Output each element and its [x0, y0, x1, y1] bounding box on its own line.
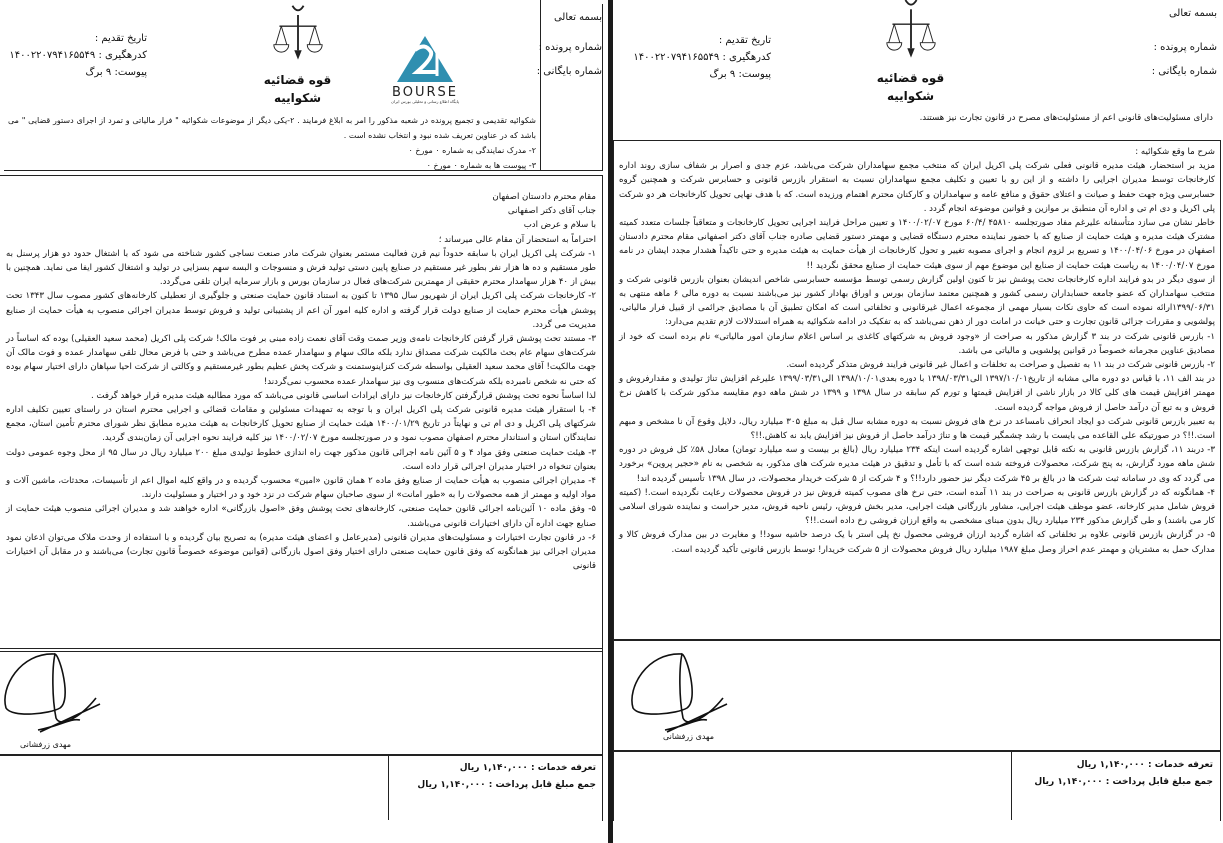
bourse-triangle-icon — [397, 36, 453, 82]
section-title: شرح ما وقع شکوائیه : — [1135, 147, 1215, 157]
bourse-logo — [375, 36, 475, 104]
judiciary-emblem-block — [863, 0, 958, 103]
archive-number-label: شماره بایگانی : — [536, 66, 602, 77]
fee-block — [417, 760, 596, 794]
paragraph: به تعبیر بازرس قانونی شرکت دو ایجاد انحراف نامساعد در نرخ های فروش نسبت به دوره مشابه سال قبل به مبلغ ۳۰۵ میلیارد ریال، دلایل وقوع آن نا مشخص و مبهم است.!!؟ در صورتیکه علی القاعده می بایست با رشد چشمگیر قیمت ها و تناژ درآمد حاصل از فروش نیز افزایش یابد نه کاهش.!!؟ — [619, 416, 1215, 442]
paragraph: ۳- مستند تحت پوشش قرار گرفتن کارخانجات نامه‌ی وزیر صمت وقت آقای نعمت زاده مبنی بر فوت مالک! شرکت پلی اکریل (محمد سعید العقیلی) بوده که اساساً در شرکت‌های سهام عام بحث مالکیت شرکت مصداق ندارد بلکه مالک سهام و سهامدار عمده مطرح می‌باشد و حتی با فرض محال تلقی سهامدار عمده و فوت مالک آن جهت مالکیت! آقای محمد سعید العقیلی بواسطه شرکت کنزاینوستمنت و شرکت پخش عظیم بطور غیرمستقیم و وکالتی از شرکت احیا سپاهان دارای اختیار سهام بوده که حتی نه شخص نامبرده بلکه شرکت‌های منسوب وی نیز سهامدار عمده محسوب نمی‌گردند! — [6, 334, 596, 387]
greeting: با سلام و عرض ادب — [523, 220, 596, 231]
signature-icon — [627, 648, 737, 738]
submission-info — [621, 32, 771, 83]
fee-divider — [388, 754, 389, 820]
paragraph: مزید بر استحضار، هیئت مدیره قانونی فعلی شرکت پلی اکریل ایران که منتخب مجمع سهامداران شرکت می‌باشد، عزم جدی و اصرار بر شفاف سازی روند اداره کارخانجات توسط مدیران اجرایی را داشته و از این رو با تعیین و تکلیف مجمع سهامداران نسبت به استقرار بازرس قانونی و حسابرس شرکت و همچنین گروه حسابرسی ویژه جهت حفظ و صیانت و اعتلای حقوق و منافع عامه و سهامداران و کارکنان محترم اهتمام ورزیده است. که با هدف نهایی تحویل کارخانجات هر دو شرکت پلی اکریل و دی ام تی و اداره آن منطبق بر موازین و قوانین موضوعه انجام گردد . — [619, 161, 1215, 214]
paragraph: ۲- کارخانجات شرکت پلی اکریل ایران از شهریور سال ۱۳۹۵ تا کنون به استناد قانون حمایت صنعتی و جلوگیری از تعطیلی کارخانه‌های کشور مصوب سال ۱۳۴۳ تحت پوشش هیأت محترم حمایت از صنایع دولت قرار گرفته و اداره کلیه امور آن اعم از پشتیبانی تولید و فروش توسط مدیران اجرائی منصوب به هیأت حمایت از صنایع مدیریت می گردد. — [6, 291, 596, 330]
paragraph: ۴- همانگونه که در گزارش بازرس قانونی به صراحت در بند ۱۱ آمده است، حتی نرخ های مصوب کمیته فروش نیز در فروش محصولات رعایت نگردیده است.! (کمیته فروش شامل مدیر کارخانه، عضو موظف هیئت اجرایی، مشاور بازرگانی هیئت اجرایی، مدیر بخش فروش، رئیس ناحیه فروش، مدیر حراست و نماینده شورای اسلامی کار می باشند) و طی گزارش مذکور ۲۳۴ میلیارد ریال بدون مبنای مشخصی به واقع ارزان فروشی رخ داده است.!!؟ — [619, 487, 1215, 527]
complaint-title: شکواییه — [886, 89, 935, 103]
paragraph: ۴- با استقرار هیئت مدیره قانونی شرکت پلی اکریل ایران و با توجه به تمهیدات مسئولین و مقامات قضائی و اجرایی محترم استان در راستای تعیین تکلیف اداره شرکتهای پلی اکریل و دی ام تی و نهایتاً در تاریخ ۱۴۰۰/۰۱/۲۹ هیئت حمایت از صنایع تحویل کارخانجات به هیئت مدیره مطابق نظر شورای محترم تأمین استان، مجمع نمایندگان استان و استاندار محترم اصفهان مصوب نمود و در صورتجلسه مورخ ۱۴۰۰/۰۲/۰۷ نیز کلیه فرایند نحوه اجرایی آن زمان‌بندی گردید. — [6, 405, 596, 444]
total-payable: جمع مبلغ قابل پرداخت : ۱,۱۴۰,۰۰۰ ریال — [1034, 777, 1213, 787]
paragraph: ۳- هیئت حمایت صنعتی وفق مواد ۴ و ۵ آئین نامه اجرائی قانون مذکور جهت راه اندازی خطوط تولیدی مبلغ ۲۰۰ میلیارد ریال در سال ۹۵ از محل وجوه عمومی دولت بعنوان تنخواه در اختیار مدیران اجرائی قرار داده است. — [6, 447, 596, 472]
bourse-subtitle: پایگاه اطلاع رسانی و تحلیلی بورس ایران — [391, 99, 459, 104]
paragraph: در بند الف ۱۱، با قیاس دو دوره مالی مشابه از تاریخ۱۳۹۷/۱۰/۰۱ الی۱۳۹۸/۰۳/۳۱ با دوره بعدی۱۳۹۸/۱۰/۰۱ الی۱۳۹۹/۰۳/۳۱ علیرغم افزایش تناژ تولیدی و مقدارفروش و مهمتر افزایش قیمت های کلی کالا در بازار ناشی از افزایش قیمتها و تورم کم سابقه در سال ۱۳۹۸ و ۱۳۹۹ در شش ماهه دوم مقایسه مذکور شرکت با کاهش نرخ فروش و به تبع آن درآمد حاصل از فروش مواجه گردیده است. — [619, 374, 1216, 413]
tracking-code: کدرهگیری : ۱۴۰۰۲۲۰۷۹۴۱۶۵۵۴۹ — [633, 52, 771, 63]
service-fee: تعرفه خدمات : ۱,۱۴۰,۰۰۰ ریال — [459, 763, 596, 773]
in-name-of-god: بسمه تعالی — [553, 12, 602, 23]
signer-name: مهدی زرفشانی — [20, 740, 71, 749]
service-fee: تعرفه خدمات : ۱,۱۴۰,۰۰۰ ریال — [1076, 760, 1213, 770]
in-name-of-god: بسمه تعالی — [1168, 8, 1217, 19]
submission-date-label: تاریخ تقدیم : — [718, 35, 771, 46]
header-note: ۳- پیوست ها به شماره ۰ مورخ ۰ — [426, 161, 536, 170]
addressee-name: جناب آقای دکتر اصفهانی — [507, 206, 596, 217]
case-number-label: شماره پرونده : — [1153, 42, 1217, 53]
paragraph: از سوی دیگر در بدو فرایند اداره کارخانجات تحت پوشش نیز تا کنون اولین گزارش رسمی توسط مؤسسه حسابرسی شاخص اندیشان بعنوان بازرس قانونی شرکت و منتخب سهامداران که عضو جامعه حسابداران رسمی کشور و همچنین معتمد سازمان بورس و اوراق بهادار کشور نیز می‌باشند نسبت به دوره مالی ۶ ماهه منتهی به ۱۳۹۹/۰۶/۳۱ارائه نموده است که حاوی نکات بسیار مهمی از مجموعه اعمال غیرقانونی و تخلفاتی است که امکان تطبیق آن با مصادیق جرائمی از قبیل فرار مالیاتی، پولشویی و مقررات جزائی قانون تجارت و حتی خیانت در امانت دور از ذهن نمی‌باشد که به تفکیک در ادامه شکوائیه به همراه استدلالات لازم تقدیم می‌دارد: — [619, 274, 1215, 328]
complaint-title: شکواییه — [273, 91, 322, 105]
attachment-count: پیوست: ۹ برگ — [85, 67, 147, 78]
signature-icon — [0, 648, 110, 738]
paragraph: ۲- بازرس قانونی شرکت در بند ۱۱ به تفصیل و صراحت به تخلفات و اعمال غیر قانونی فرایند فروش متذکر گردیده است. — [786, 360, 1215, 371]
paragraph: ۱- بازرس قانونی شرکت در بند ۳ گزارش مذکور به صراحت از «وجود فروش به شرکتهای کاغذی بر اساس اعلام سازمان امور مالیاتی» نام برده است که خود از مصادیق عناوین مجرمانه خصوصاً در قوانین پولشویی و مالیاتی می باشد. — [619, 331, 1215, 356]
submission-date-label: تاریخ تقدیم : — [94, 33, 147, 44]
submission-info — [2, 30, 147, 81]
paragraph: ۴- مدیران اجرائی منصوب به هیأت حمایت از صنایع وفق ماده ۲ همان قانون «امین» محسوب گردیده و در واقع کلیه اموال اعم از تأسیسات، محدثات، ماشین آلات و مواد اولیه و مهمتر از همه محصولات را به «طور امانت» از سوی صاحبان سهام شرکت در نزد خود و در اختیار و مسئولیت دارند. — [6, 476, 596, 501]
judiciary-title: قوه قضائیه — [263, 73, 332, 87]
scales-of-justice-icon — [881, 0, 941, 65]
signer-name: مهدی زرفشانی — [663, 732, 714, 741]
paragraph: ۶- در قانون تجارت اختیارات و مسئولیت‌های مدیران قانونی (مدیرعامل و اعضای هیئت مدیره) به تصریح بیان گردیده و با استفاده از وحدت ملاک می‌توان اذعان نمود مدیران اجرائی نیز همانگونه که وفق قانون حمایت صنعتی دارای اختیار وفق اصول بازرگانی (قوانین موضوعه خصوصاً قانون تجارت) می‌باشند و در مقابل آن اختیارات قانونی — [6, 532, 596, 572]
case-number-label: شماره پرونده : — [538, 42, 602, 53]
paragraph: خاطر نشان می سازد متأسفانه علیرغم مفاد صورتجلسه ۴۵۸۱۰ /۶۰/۴ مورخ ۱۴۰۰/۰۲/۰۷ و تعیین مراحل فرایند اجرایی تحویل کارخانجات و متعاقباً جلسات متعدد کمیته مشترک هیئت مدیره و هیئت حمایت از صنایع که با حضور نماینده محترم دستگاه قضایی و مهمتر دستور قضایی صادره جناب آقای دکتر اصفهانی مقام محترم دادستان اصفهان در مورخ ۱۴۰۰/۰۴/۰۶ و تسریع بر لزوم انجام و اجرای مصوبه تغییر و تحول کارخانجات از هیأت حمایت به هیئت مدیره و حتی تاکیداً هشدار مجدد ایشان در نامه مورخ ۱۴۰۰/۰۴/۰۷ به ریاست هیئت حمایت از صنایع این موضوع مهم از سوی هیئت حمایت از صنایع محقق نگردید !! — [619, 218, 1215, 271]
attachment-count: پیوست: ۹ برگ — [709, 69, 771, 80]
total-payable: جمع مبلغ قابل پرداخت : ۱,۱۴۰,۰۰۰ ریال — [417, 780, 596, 790]
header-note: شکوائیه تقدیمی و تجمیع پرونده در شعبه مذکور را امر به ابلاغ فرمایند . ۲-یکی دیگر از موضوعات شکوائیه " فرار مالیاتی و تمرد از اجرای دستور قضایی " می باشد که در عناوین تعریف شده نبود و انتخاب نشده است . — [8, 116, 537, 140]
paragraph: ۱- شرکت پلی اکریل ایران با سابقه حدوداً نیم قرن فعالیت مستمر بعنوان شرکت مادر صنعت نساجی کشور شناخته می شود که با اشتغال حدود دو هزار پرسنل به طور مستقیم و ده ها هزار نفر بطور غیر مستقیم در صنایع پایین دستی تولید فرش و منسوجات و البسه سهم بسزایی در تولید و اشتغال کشور ایفا می نماید. همچنین با بیش از ۴۰ هزار سهامدار محترم حقیقی از مهمترین شرکت‌های فعال در سازمان بورس و بازار سرمایه ایران تلقی می‌گردد. — [6, 248, 596, 288]
fee-divider — [1011, 750, 1012, 820]
tracking-code: کدرهگیری : ۱۴۰۰۲۲۰۷۹۴۱۶۵۵۴۹ — [9, 50, 147, 61]
intro-line: دارای مسئولیت‌های قانونی اعم از مسئولیت‌های مصرح در قانون تجارت نیز هستند. — [919, 113, 1213, 123]
paragraph: ۵- وفق ماده ۱۰ آئین‌نامه اجرائی قانون حمایت صنعتی، کارخانه‌های تحت پوشش وفق «اصول بازرگانی» اداره خواهند شد و مدیران اجرائی منصوب هیئت حمایت از صنایع جهت اداره آن دارای اختیارات قانونی می‌باشند. — [6, 504, 596, 529]
letter-body — [6, 190, 596, 573]
complaint-page-1 — [613, 0, 1223, 843]
header-notes — [8, 113, 536, 173]
paragraph: لذا اساساً نحوه تحت پوشش قرارگرفتن کارخانجات نیز دارای ایرادات اساسی قانونی می‌باشد که مورد مطالبه هیئت مدیره قرار خواهد گرفت . — [90, 390, 596, 401]
judiciary-title: قوه قضائیه — [876, 71, 945, 85]
header-note: ۲- مدرک نمایندگی به شماره ۰ مورخ ۰ — [408, 146, 536, 155]
complaint-body — [619, 145, 1215, 557]
scales-of-justice-icon — [268, 2, 328, 67]
bourse-wordmark: BOURSE — [392, 85, 458, 100]
archive-number-label: شماره بایگانی : — [1151, 66, 1217, 77]
addressee: مقام محترم دادستان اصفهان — [492, 192, 596, 202]
header-divider — [540, 0, 541, 170]
complaint-page-2 — [0, 0, 608, 843]
opening: احتراماً به استحضار آن مقام عالی میرساند ؛ — [438, 234, 596, 245]
paragraph: ۳- دربند ۱۱، گزارش بازرس قانونی به نکته قابل توجهی اشاره گردیده است اینکه ۲۳۴ میلیارد ریال (بالغ بر بیست و سه میلیارد تومان) معادل ۵۸٪ کل فروش در دوره شش ماهه مورد گزارش، به پنج شرکت، محصولات فروخته شده است که با تأمل و تدقیق در هیئت مدیره شرکت های مذکور، به شخصی به نام «حجیر پروین» برخورد می گردد که وی در سامانه ثبت شرکت ها در بالغ بر ۴۵ شرکت دیگر نیز حضور دارد!!؟ و ۴ شرکت از ۵ شرکت خریدار محصولات، در سال ۱۳۹۸ تأسیس گردیده اند! — [619, 445, 1215, 484]
judiciary-emblem-block — [250, 2, 345, 105]
fee-block — [1034, 757, 1213, 791]
paragraph: ۵- در گزارش بازرس قانونی علاوه بر تخلفاتی که اشاره گردید ارزان فروشی محصول نخ پلی استر با یک درصد حاشیه سود!! و مغایرت در بین مدارک فروش کالا و مدارک حمل به مشتریان و مهمتر عدم احراز وصل مبلغ ۱۹۸۷ میلیارد ریال فروش محصولات از ۵ شرکت خریدار! توسط بازرس قانونی تأکید گردیده است. — [619, 530, 1215, 555]
